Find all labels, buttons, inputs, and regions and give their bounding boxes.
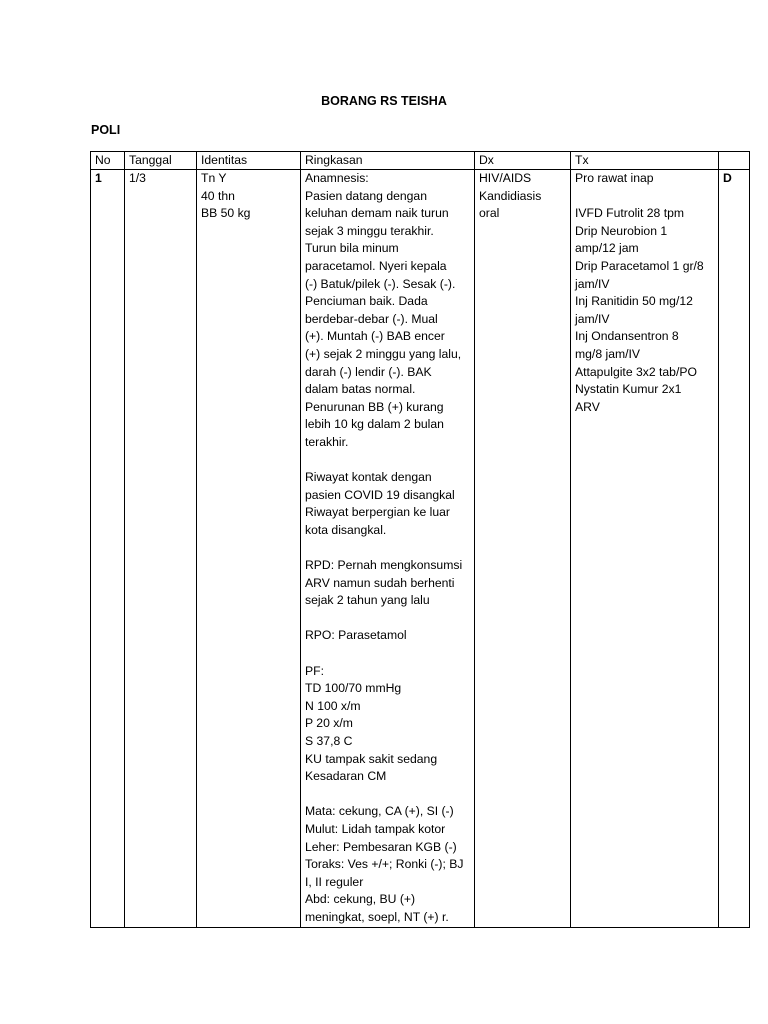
text-line: terakhir. (305, 434, 349, 449)
cell-extra: D (719, 170, 750, 928)
header-no: No (91, 152, 125, 170)
cell-tanggal: 1/3 (125, 170, 197, 928)
cell-identitas (197, 170, 301, 928)
text-line: mg/8 jam/IV (575, 346, 641, 361)
table-row (91, 170, 750, 928)
text-line: Kesadaran CM (305, 769, 387, 784)
text-line: P 20 x/m (305, 716, 353, 731)
text-line: Drip Paracetamol 1 gr/8 (575, 258, 704, 273)
text-line: Abd: cekung, BU (+) (305, 892, 416, 907)
text-line: Mata: cekung, CA (+), SI (-) (305, 804, 454, 819)
text-line: kota disangkal. (305, 522, 387, 537)
text-line: pasien COVID 19 disangkal (305, 487, 455, 502)
header-tx: Tx (571, 152, 719, 170)
text-line: BB 50 kg (201, 206, 251, 221)
text-line: Riwayat kontak dengan (305, 470, 432, 485)
text-line: oral (479, 206, 500, 221)
header-dx: Dx (475, 152, 571, 170)
text-line: dalam batas normal. (305, 382, 416, 397)
text-line: Attapulgite 3x2 tab/PO (575, 364, 697, 379)
document-title: BORANG RS TEISHA (321, 94, 447, 108)
text-line: paracetamol. Nyeri kepala (305, 258, 447, 273)
blank-line (305, 786, 470, 804)
blank-line (575, 188, 714, 206)
text-line: Nystatin Kumur 2x1 (575, 382, 682, 397)
text-line: RPO: Parasetamol (305, 628, 407, 643)
cell-no: 1 (91, 170, 125, 928)
text-line: ARV (575, 399, 600, 414)
text-line: (+) sejak 2 minggu yang lalu, (305, 346, 462, 361)
text-line: Toraks: Ves +/+; Ronki (-); BJ (305, 857, 464, 872)
text-line: Penurunan BB (+) kurang (305, 399, 444, 414)
text-line: (-) Batuk/pilek (-). Sesak (-). (305, 276, 456, 291)
text-line: IVFD Futrolit 28 tpm (575, 206, 685, 221)
cell-ringkasan (301, 170, 475, 928)
text-line: jam/IV (575, 311, 610, 326)
cell-dx (475, 170, 571, 928)
text-line: Tn Y (201, 171, 227, 185)
text-line: meningkat, soepl, NT (+) r. (305, 909, 449, 924)
text-line: amp/12 jam (575, 241, 639, 256)
text-line: Mulut: Lidah tampak kotor (305, 821, 446, 836)
text-line: sejak 3 minggu terakhir. (305, 223, 434, 238)
text-line: Inj Ondansentron 8 (575, 329, 679, 344)
blank-line (305, 539, 470, 557)
header-extra (719, 152, 750, 170)
blank-line (305, 645, 470, 663)
borang-table (90, 151, 750, 928)
text-line: jam/IV (575, 276, 610, 291)
table-header-row (91, 152, 750, 170)
header-identitas: Identitas (197, 152, 301, 170)
text-line: Penciuman baik. Dada (305, 294, 428, 309)
section-label: POLI (91, 123, 121, 137)
text-line: Kandidiasis (479, 188, 542, 203)
text-line: Turun bila minum (305, 241, 399, 256)
text-line: Pasien datang dengan (305, 188, 427, 203)
text-line: berdebar-debar (-). Mual (305, 311, 438, 326)
text-line: Pro rawat inap (575, 171, 654, 185)
text-line: RPD: Pernah mengkonsumsi (305, 558, 463, 573)
text-line: KU tampak sakit sedang (305, 751, 438, 766)
text-line: Inj Ranitidin 50 mg/12 (575, 294, 693, 309)
text-line: HIV/AIDS (479, 171, 532, 185)
text-line: keluhan demam naik turun (305, 206, 449, 221)
text-line: ARV namun sudah berhenti (305, 575, 455, 590)
blank-line (305, 610, 470, 628)
cell-tx (571, 170, 719, 928)
text-line: (+). Muntah (-) BAB encer (305, 329, 445, 344)
text-line: N 100 x/m (305, 698, 361, 713)
text-line: I, II reguler (305, 874, 364, 889)
text-line: Leher: Pembesaran KGB (-) (305, 839, 457, 854)
text-line: PF: (305, 663, 324, 678)
text-line: lebih 10 kg dalam 2 bulan (305, 417, 444, 432)
text-line: sejak 2 tahun yang lalu (305, 593, 430, 608)
blank-line (305, 452, 470, 470)
text-line: 40 thn (201, 188, 235, 203)
text-line: TD 100/70 mmHg (305, 681, 402, 696)
text-line: darah (-) lendir (-). BAK (305, 364, 432, 379)
text-line: S 37,8 C (305, 734, 353, 748)
text-line: Riwayat berpergian ke luar (305, 505, 450, 520)
header-ringkasan: Ringkasan (301, 152, 475, 170)
text-line: Drip Neurobion 1 (575, 223, 668, 238)
header-tanggal: Tanggal (125, 152, 197, 170)
text-line: Anamnesis: (305, 171, 369, 185)
